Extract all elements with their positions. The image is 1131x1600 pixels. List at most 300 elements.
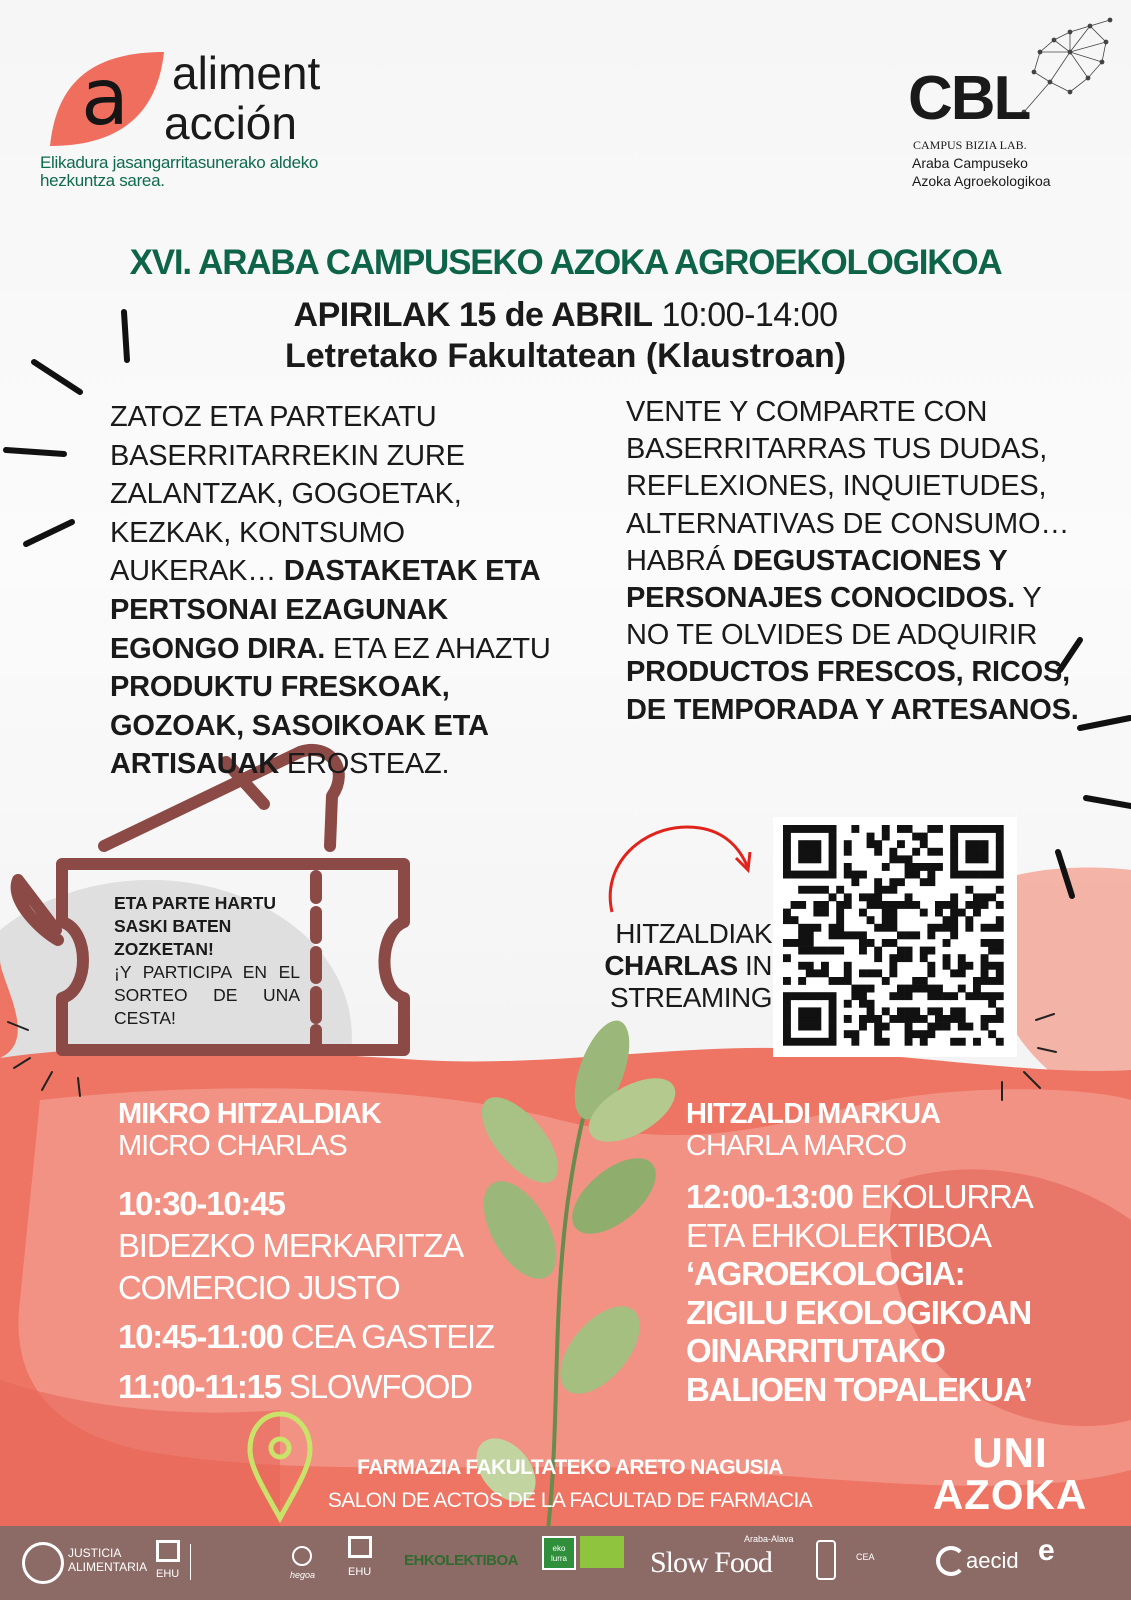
qr-module — [965, 1023, 973, 1031]
qr-module — [882, 1023, 890, 1031]
qr-module — [867, 916, 875, 924]
qr-module — [844, 848, 852, 856]
qr-module — [821, 947, 829, 955]
qr-module — [783, 977, 791, 985]
qr-module — [882, 909, 890, 917]
qr-module — [783, 1023, 791, 1031]
qr-module — [927, 878, 935, 886]
qr-module — [882, 1007, 890, 1015]
qr-module — [844, 863, 852, 871]
uniazoka-line-2: AZOKA — [932, 1471, 1088, 1518]
qr-module — [829, 855, 837, 863]
qr-module — [783, 939, 791, 947]
qr-module — [798, 871, 806, 879]
qr-module — [798, 848, 806, 856]
qr-module — [996, 871, 1004, 879]
qr-module — [905, 985, 913, 993]
qr-module — [996, 1015, 1004, 1023]
qr-module — [813, 1038, 821, 1046]
qr-module — [874, 1030, 882, 1038]
qr-module — [897, 855, 905, 863]
qr-module — [920, 1038, 928, 1046]
qr-module — [859, 871, 867, 879]
qr-module — [798, 992, 806, 1000]
qr-module — [996, 840, 1004, 848]
qr-module — [958, 985, 966, 993]
qr-module — [973, 1038, 981, 1046]
qr-module — [950, 848, 958, 856]
qr-module — [965, 924, 973, 932]
qr-module — [859, 1000, 867, 1008]
cbl-logo-title: CBL — [908, 64, 1030, 133]
qr-module — [798, 886, 806, 894]
invite-es-text-1: VENTE Y COMPARTE CON BASERRITARRAS TUS DUDAS, REFLEXIONES, INQUIETUDES, ALTERNATIVAS DE CONSUMO… HABRÁ — [626, 396, 1070, 577]
qr-module — [996, 825, 1004, 833]
qr-module — [905, 1038, 913, 1046]
streaming-line-2 — [560, 950, 772, 982]
qr-module — [927, 931, 935, 939]
alimentaccion-word-1: aliment — [172, 47, 321, 99]
qr-module — [859, 947, 867, 955]
qr-module — [798, 931, 806, 939]
qr-module — [783, 871, 791, 879]
qr-module — [935, 848, 943, 856]
qr-module — [912, 848, 920, 856]
qr-module — [791, 901, 799, 909]
qr-module — [867, 901, 875, 909]
qr-module — [889, 962, 897, 970]
justicia-alimentaria-logo — [68, 1546, 147, 1574]
hegoa-icon — [292, 1546, 312, 1566]
qr-module — [829, 1015, 837, 1023]
qr-module — [965, 962, 973, 970]
qr-module — [829, 833, 837, 841]
qr-module — [965, 901, 973, 909]
qr-module — [950, 840, 958, 848]
qr-module — [844, 969, 852, 977]
qr-module — [813, 871, 821, 879]
qr-module — [935, 924, 943, 932]
qr-module — [958, 969, 966, 977]
qr-module — [851, 931, 859, 939]
partner-logos-footer — [0, 1526, 1131, 1600]
qr-module — [920, 863, 928, 871]
qr-module — [958, 1038, 966, 1046]
qr-module — [806, 825, 814, 833]
qr-module — [996, 1038, 1004, 1046]
qr-module — [889, 969, 897, 977]
qr-code[interactable] — [773, 817, 1017, 1057]
qr-module — [935, 1015, 943, 1023]
micro-talks-title-eu: MIKRO HITZALDIAK — [118, 1098, 381, 1130]
qr-module — [783, 992, 791, 1000]
qr-module — [897, 825, 905, 833]
qr-module — [874, 886, 882, 894]
qr-module — [874, 901, 882, 909]
qr-module — [867, 969, 875, 977]
qr-module — [927, 947, 935, 955]
qr-module — [806, 1038, 814, 1046]
qr-module — [829, 893, 837, 901]
keynote-header — [686, 1098, 940, 1162]
qr-module — [981, 977, 989, 985]
qr-module — [791, 1038, 799, 1046]
keynote-details — [686, 1178, 1106, 1409]
qr-module — [882, 863, 890, 871]
ekolurra-logo: eko lurra — [542, 1536, 576, 1570]
slowfood-logo: Slow Food — [650, 1546, 772, 1579]
qr-module — [859, 909, 867, 917]
qr-module — [791, 825, 799, 833]
event-date-time — [0, 296, 1131, 335]
qr-module — [829, 840, 837, 848]
qr-module — [867, 985, 875, 993]
invite-es-bold-2: PRODUCTOS FRESCOS, RICOS, DE TEMPORADA Y ARTESANOS. — [626, 656, 1079, 726]
qr-module — [874, 924, 882, 932]
qr-module — [965, 848, 973, 856]
qr-module — [905, 901, 913, 909]
qr-module — [943, 939, 951, 947]
qr-module — [912, 871, 920, 879]
qr-module — [798, 825, 806, 833]
qr-module — [821, 871, 829, 879]
keynote-title-1: ‘AGROEKOLOGIA: — [686, 1255, 965, 1292]
qr-module — [813, 886, 821, 894]
qr-module — [905, 893, 913, 901]
qr-module — [806, 947, 814, 955]
slowfood-region: Araba-Alava — [744, 1534, 794, 1544]
hegoa-institute-text — [190, 1544, 280, 1580]
qr-module — [813, 947, 821, 955]
qr-module — [981, 939, 989, 947]
qr-module — [874, 969, 882, 977]
qr-module — [996, 916, 1004, 924]
qr-module — [912, 1007, 920, 1015]
qr-module — [889, 848, 897, 856]
qr-module — [973, 977, 981, 985]
keynote-title-2: ZIGILU EKOLOGIKOAN — [686, 1293, 1032, 1331]
qr-module — [981, 962, 989, 970]
qr-module — [943, 954, 951, 962]
streaming-charlas: CHARLAS — [604, 950, 738, 981]
qr-module — [897, 931, 905, 939]
streaming-in: IN — [745, 950, 772, 981]
qr-module — [829, 1030, 837, 1038]
qr-module — [889, 939, 897, 947]
qr-module — [806, 1023, 814, 1031]
qr-module — [813, 969, 821, 977]
qr-module — [897, 954, 905, 962]
qr-module — [950, 855, 958, 863]
qr-module — [912, 1015, 920, 1023]
qr-module — [905, 855, 913, 863]
qr-module — [912, 985, 920, 993]
qr-module — [996, 833, 1004, 841]
qr-module — [973, 871, 981, 879]
qr-module — [874, 947, 882, 955]
qr-module — [813, 992, 821, 1000]
qr-module — [882, 833, 890, 841]
qr-module — [996, 962, 1004, 970]
qr-module — [798, 1023, 806, 1031]
qr-module — [973, 901, 981, 909]
qr-module — [874, 893, 882, 901]
qr-module — [958, 1007, 966, 1015]
qr-module — [791, 939, 799, 947]
qr-module — [958, 825, 966, 833]
qr-module — [859, 992, 867, 1000]
qr-module — [783, 848, 791, 856]
qr-module — [813, 909, 821, 917]
qr-module — [958, 909, 966, 917]
invite-eu-text-1: ZATOZ ETA PARTEKATU BASERRITARREKIN ZURE ZALANTZAK, GOGOETAK, KEZKAK, KONTSUMO AUKERAK… — [110, 401, 465, 588]
qr-module — [943, 916, 951, 924]
qr-module — [844, 931, 852, 939]
keynote-title-4: BALIOEN TOPALEKUA’ — [686, 1370, 1032, 1408]
qr-module — [836, 931, 844, 939]
alimentaccion-tagline: Elikadura jasangarritasunerako aldeko hezkuntza sarea. — [40, 153, 319, 190]
qr-module — [996, 848, 1004, 856]
qr-module — [867, 833, 875, 841]
keynote-title-eu: HITZALDI MARKUA — [686, 1098, 941, 1130]
invite-eu-text-2: ETA EZ AHAZTU — [325, 632, 551, 665]
qr-module — [836, 924, 844, 932]
qr-module — [905, 1023, 913, 1031]
qr-module — [836, 909, 844, 917]
qr-module — [882, 924, 890, 932]
qr-module — [927, 848, 935, 856]
qr-module — [996, 992, 1004, 1000]
qr-module — [821, 909, 829, 917]
micro-talk-3-time: 11:00-11:15 — [118, 1368, 281, 1405]
qr-module — [905, 1007, 913, 1015]
qr-module — [821, 901, 829, 909]
qr-module — [806, 924, 814, 932]
qr-module — [973, 855, 981, 863]
qr-module — [813, 924, 821, 932]
qr-module — [806, 848, 814, 856]
basque-cooperation-e-icon: e — [1038, 1534, 1055, 1567]
qr-module — [829, 863, 837, 871]
qr-module — [783, 1000, 791, 1008]
qr-module — [950, 901, 958, 909]
qr-module — [965, 886, 973, 894]
qr-module — [965, 871, 973, 879]
alimentaccion-logo-letter: a — [81, 53, 129, 143]
invite-eu-bold-1: DASTAKETAK ETA PERTSONAI EZAGUNAK EGONGO DIRA. — [110, 555, 540, 665]
qr-module — [927, 969, 935, 977]
qr-module — [996, 1007, 1004, 1015]
qr-module — [988, 1015, 996, 1023]
qr-module — [973, 909, 981, 917]
qr-module — [996, 977, 1004, 985]
qr-module — [988, 1000, 996, 1008]
qr-module — [874, 1038, 882, 1046]
qr-module — [829, 931, 837, 939]
qr-module — [912, 1030, 920, 1038]
qr-module — [943, 962, 951, 970]
qr-module — [829, 947, 837, 955]
streaming-line-1: HITZALDIAK — [615, 918, 772, 949]
micro-talks-header — [118, 1098, 381, 1162]
qr-module — [988, 992, 996, 1000]
invite-eu-text-3: EROSTEAZ. — [278, 748, 450, 781]
qr-module — [920, 954, 928, 962]
qr-module — [988, 962, 996, 970]
keynote-title-es: CHARLA MARCO — [686, 1130, 907, 1162]
qr-module — [920, 878, 928, 886]
invite-basque — [110, 398, 570, 784]
qr-module — [897, 878, 905, 886]
qr-module — [950, 916, 958, 924]
qr-module — [889, 878, 897, 886]
qr-module — [882, 977, 890, 985]
qr-module — [867, 893, 875, 901]
qr-module — [935, 863, 943, 871]
qr-module — [905, 931, 913, 939]
qr-module — [981, 1023, 989, 1031]
ehu-logo-2: EHU — [348, 1566, 372, 1578]
event-date: APIRILAK 15 de ABRIL — [293, 296, 653, 334]
qr-module — [996, 863, 1004, 871]
qr-module — [958, 1015, 966, 1023]
cbl-description — [912, 154, 1051, 190]
qr-module — [867, 939, 875, 947]
qr-module — [813, 901, 821, 909]
qr-module — [829, 848, 837, 856]
qr-module — [813, 1007, 821, 1015]
qr-module — [981, 840, 989, 848]
qr-module — [988, 924, 996, 932]
qr-module — [821, 969, 829, 977]
qr-module — [912, 901, 920, 909]
ehu-logo-1: EHU — [156, 1568, 180, 1580]
qr-module — [867, 840, 875, 848]
qr-module — [829, 825, 837, 833]
qr-module — [882, 886, 890, 894]
qr-module — [981, 893, 989, 901]
qr-module — [965, 840, 973, 848]
qr-module — [806, 969, 814, 977]
qr-module — [829, 1000, 837, 1008]
qr-module — [783, 1038, 791, 1046]
qr-module — [851, 825, 859, 833]
qr-module — [981, 992, 989, 1000]
qr-module — [829, 1023, 837, 1031]
qr-module — [874, 878, 882, 886]
vitoria-gasteiz-crest-icon — [816, 1540, 836, 1580]
qr-module — [783, 855, 791, 863]
qr-module — [783, 1007, 791, 1015]
qr-module — [996, 969, 1004, 977]
qr-module — [791, 992, 799, 1000]
qr-module — [889, 924, 897, 932]
qr-module — [958, 871, 966, 879]
micro-talk-1 — [118, 1183, 558, 1309]
qr-module — [851, 985, 859, 993]
qr-module — [783, 1030, 791, 1038]
qr-module — [973, 893, 981, 901]
qr-module — [813, 1015, 821, 1023]
qr-module — [889, 909, 897, 917]
qr-module — [965, 916, 973, 924]
event-time: 10:00-14:00 — [661, 296, 838, 334]
raffle-spanish: ¡Y PARTICIPA EN EL SORTEO DE UNA CESTA! — [114, 962, 300, 1028]
keynote-speakers-b: ETA EHKOLEKTIBOA — [686, 1216, 991, 1254]
qr-module — [821, 1038, 829, 1046]
qr-module — [874, 848, 882, 856]
qr-module — [806, 1007, 814, 1015]
keynote-title-3: OINARRITUTAKO — [686, 1332, 945, 1369]
qr-module — [859, 1023, 867, 1031]
alimentaccion-word-2: acción — [164, 97, 297, 149]
qr-module — [844, 901, 852, 909]
qr-module — [829, 1007, 837, 1015]
qr-module — [973, 840, 981, 848]
qr-module — [806, 931, 814, 939]
qr-module — [905, 863, 913, 871]
raffle-basque: ETA PARTE HARTU SASKI BATEN ZOZKETAN! — [114, 893, 277, 959]
qr-module — [836, 977, 844, 985]
qr-module — [867, 1007, 875, 1015]
micro-talk-2-name: CEA GASTEIZ — [290, 1318, 494, 1355]
micro-talk-2 — [118, 1316, 558, 1358]
qr-module — [943, 1015, 951, 1023]
qr-module — [912, 931, 920, 939]
qr-module — [844, 893, 852, 901]
qr-module — [897, 901, 905, 909]
qr-module — [798, 1015, 806, 1023]
qr-module — [859, 893, 867, 901]
qr-module — [965, 855, 973, 863]
qr-module — [806, 962, 814, 970]
qr-module — [851, 878, 859, 886]
qr-module — [981, 924, 989, 932]
qr-module — [844, 871, 852, 879]
qr-module — [920, 833, 928, 841]
qr-module — [783, 916, 791, 924]
qr-module — [950, 924, 958, 932]
qr-module — [973, 848, 981, 856]
qr-module — [829, 977, 837, 985]
qr-module — [783, 833, 791, 841]
qr-module — [981, 901, 989, 909]
qr-module — [821, 992, 829, 1000]
qr-module — [829, 924, 837, 932]
invite-eu-bold-2: PRODUKTU FRESKOAK, GOZOAK, SASOIKOAK ETA ARTISAUAK — [110, 671, 488, 781]
qr-module — [920, 840, 928, 848]
qr-module — [783, 825, 791, 833]
qr-module — [965, 992, 973, 1000]
qr-module — [920, 985, 928, 993]
qr-module — [897, 947, 905, 955]
micro-talk-1-es: COMERCIO JUSTO — [118, 1269, 400, 1306]
qr-module — [950, 825, 958, 833]
qr-module — [859, 969, 867, 977]
qr-module — [889, 992, 897, 1000]
qr-module — [927, 985, 935, 993]
qr-module — [981, 954, 989, 962]
keynote-time: 12:00-13:00 — [686, 1178, 853, 1215]
qr-module — [920, 909, 928, 917]
qr-module — [950, 909, 958, 917]
qr-module — [935, 901, 943, 909]
qr-module — [920, 947, 928, 955]
qr-module — [935, 909, 943, 917]
qr-module — [897, 1015, 905, 1023]
qr-module — [867, 1015, 875, 1023]
qr-module — [950, 1015, 958, 1023]
